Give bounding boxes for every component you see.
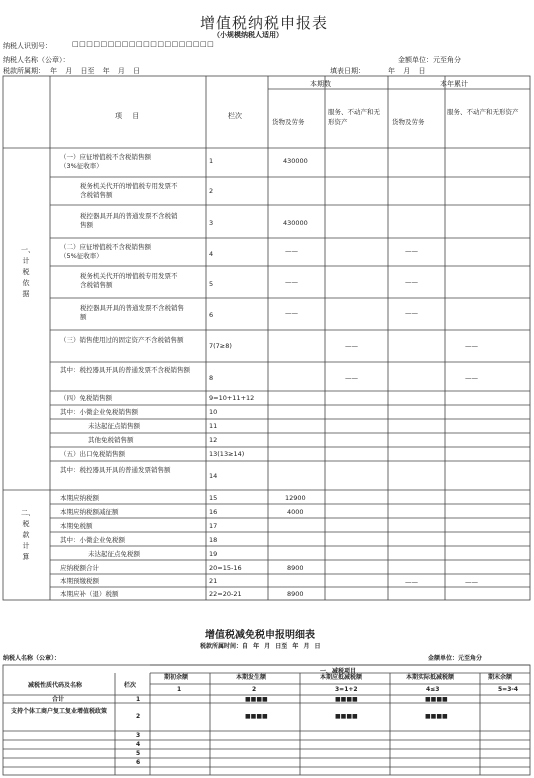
row-item: （一）应征增值税不含税销售额（3%征收率） bbox=[60, 153, 151, 170]
dash-mark: —— bbox=[405, 578, 418, 586]
dash-mark: —— bbox=[405, 278, 418, 286]
row-no: 3 bbox=[209, 219, 214, 227]
detail-col-head: 期初余额 bbox=[164, 674, 189, 681]
header-current: 本期数 bbox=[310, 80, 331, 88]
row-no: 17 bbox=[209, 522, 218, 530]
dash-mark: —— bbox=[465, 578, 478, 586]
detail-row-no: 2 bbox=[136, 713, 141, 720]
row-item: 税控器具开具的普通发票不含税销售额 bbox=[80, 304, 184, 321]
taxpayer-name-label: 纳税人名称（公章）： bbox=[3, 56, 70, 64]
row-no: 14 bbox=[209, 472, 218, 480]
dash-mark: —— bbox=[405, 309, 418, 317]
detail-title: 增值税减免税申报明细表 bbox=[205, 630, 315, 641]
dash-mark: —— bbox=[285, 247, 298, 255]
row-item: （二）应征增值税不含税销售额（5%征收率） bbox=[60, 243, 151, 260]
detail-row2-label: 支持个体工商户复工复业增值税政策 bbox=[10, 708, 107, 715]
masked-value: ■■■■ bbox=[425, 713, 448, 720]
row-item: 本期应补（退）税额 bbox=[60, 590, 119, 598]
dash-mark: —— bbox=[405, 247, 418, 255]
row-goods: 8900 bbox=[287, 564, 304, 572]
row-no: 19 bbox=[209, 550, 218, 558]
detail-row-no: 6 bbox=[136, 759, 141, 766]
section2-label: 二、税款计算 bbox=[21, 509, 35, 561]
row-no: 18 bbox=[209, 536, 218, 544]
row-no: 16 bbox=[209, 508, 218, 516]
row-item: 税务机关代开的增值税专用发票不含税销售额 bbox=[80, 182, 178, 199]
header-col-no: 栏次 bbox=[228, 112, 242, 120]
dash-mark: —— bbox=[465, 374, 478, 382]
row-item: 本期预缴税额 bbox=[60, 577, 99, 585]
row-goods: 430000 bbox=[283, 219, 308, 227]
row-goods: 4000 bbox=[287, 508, 304, 516]
dash-mark: —— bbox=[285, 309, 298, 317]
row-item: 其中：税控器具开具的普通发票销售额 bbox=[60, 466, 171, 474]
detail-col-head: 本期发生额 bbox=[236, 674, 267, 681]
detail-name-label: 纳税人名称（公章）： bbox=[3, 655, 61, 662]
detail-col-item: 减税性质代码及名称 bbox=[28, 682, 83, 689]
dash-mark: —— bbox=[465, 342, 478, 350]
detail-col-num: 4≤3 bbox=[426, 686, 440, 693]
row-item: 本期应纳税额减征额 bbox=[60, 508, 119, 516]
dash-mark: —— bbox=[285, 278, 298, 286]
header-services-2: 服务、不动产和无形资产 bbox=[447, 108, 519, 116]
fill-date-label: 填表日期： bbox=[330, 67, 365, 75]
row-goods: 12900 bbox=[285, 494, 306, 502]
detail-col-head: 本期实际抵减税额 bbox=[406, 674, 455, 681]
detail-col-head: 期末余额 bbox=[488, 674, 513, 681]
masked-value: ■■■■ bbox=[425, 696, 448, 703]
row-item: 应纳税额合计 bbox=[60, 564, 99, 572]
header-goods-2: 货物及劳务 bbox=[392, 118, 425, 126]
row-no: 12 bbox=[209, 436, 218, 444]
row-item: 税控器具开具的普通发票不含税销售额 bbox=[80, 212, 178, 229]
row-item: 本期应纳税额 bbox=[60, 494, 99, 502]
taxpayer-id-label: 纳税人识别号： bbox=[3, 42, 52, 50]
row-item: 其他免税销售额 bbox=[88, 436, 134, 444]
fill-date-value: 年 月 日 bbox=[388, 67, 426, 75]
row-item: （五）出口免税销售额 bbox=[60, 450, 125, 458]
detail-col-num: 5=3-4 bbox=[498, 686, 519, 693]
header-services-1: 服务、不动产和无形资产 bbox=[328, 108, 380, 126]
row-item: （三）销售使用过的固定资产不含税销售额 bbox=[60, 336, 184, 344]
section1-label: 一、计税依据 bbox=[21, 246, 35, 298]
detail-col-num: 1 bbox=[177, 686, 182, 693]
detail-row-no: 5 bbox=[136, 750, 141, 757]
row-no: 5 bbox=[209, 280, 214, 288]
row-no: 8 bbox=[209, 374, 214, 382]
row-no: 13(13≥14) bbox=[209, 450, 245, 458]
detail-row-no: 4 bbox=[136, 741, 141, 748]
row-no: 20=15-16 bbox=[209, 564, 242, 572]
header-ytd: 本年累计 bbox=[440, 80, 468, 88]
row-no: 9=10+11+12 bbox=[209, 394, 255, 402]
masked-value: ■■■■ bbox=[335, 713, 358, 720]
header-item: 项 目 bbox=[115, 112, 140, 120]
row-item: 其中：小微企业免税额 bbox=[60, 536, 125, 544]
dash-mark: —— bbox=[345, 342, 358, 350]
detail-section: 一、减税项目 bbox=[320, 668, 357, 675]
row-no: 21 bbox=[209, 577, 218, 585]
row-no: 10 bbox=[209, 408, 218, 416]
detail-col-num: 3=1+2 bbox=[335, 686, 358, 693]
row-no: 22=20-21 bbox=[209, 590, 242, 598]
row-no: 11 bbox=[209, 422, 218, 430]
period-label: 税款所属期： bbox=[3, 67, 45, 75]
taxpayer-id-boxes: □□□□□□□□□□□□□□□□□□□□ bbox=[72, 40, 215, 48]
row-item: 本期免税额 bbox=[60, 522, 93, 530]
detail-row-no: 3 bbox=[136, 732, 141, 739]
masked-value: ■■■■ bbox=[245, 713, 268, 720]
row-no: 7(7≥8) bbox=[209, 342, 232, 350]
detail-row-no: 1 bbox=[136, 696, 141, 703]
detail-period: 税款所属时间：自 年 月 日至 年 月 日 bbox=[200, 643, 321, 650]
form-title: 增值税纳税申报表 bbox=[200, 14, 329, 32]
detail-unit: 金额单位：元至角分 bbox=[428, 655, 483, 662]
detail-col-head: 本期应抵减税额 bbox=[320, 674, 363, 681]
detail-total-label: 合计 bbox=[52, 696, 65, 703]
row-goods: 8900 bbox=[287, 590, 304, 598]
row-no: 1 bbox=[209, 157, 214, 165]
period-value: 年 月 日至 年 月 日 bbox=[50, 67, 141, 75]
dash-mark: —— bbox=[345, 374, 358, 382]
detail-col-no: 栏次 bbox=[124, 682, 137, 689]
row-goods: 430000 bbox=[283, 157, 308, 165]
masked-value: ■■■■ bbox=[245, 696, 268, 703]
header-goods-1: 货物及劳务 bbox=[272, 118, 305, 126]
detail-col-num: 2 bbox=[252, 686, 257, 693]
row-item: 税务机关代开的增值税专用发票不含税销售额 bbox=[80, 272, 178, 289]
row-no: 4 bbox=[209, 250, 214, 258]
row-item: 未达起征点免税额 bbox=[88, 550, 140, 558]
form-subtitle: （小规模纳税人适用） bbox=[213, 31, 283, 39]
row-no: 6 bbox=[209, 311, 214, 319]
row-no: 2 bbox=[209, 187, 214, 195]
masked-value: ■■■■ bbox=[335, 696, 358, 703]
row-item: 未达起征点销售额 bbox=[88, 422, 140, 430]
row-item: 其中：税控器具开具的普通发票不含税销售额 bbox=[60, 366, 190, 374]
amount-unit: 金额单位：元至角分 bbox=[398, 56, 461, 64]
row-item: 其中：小微企业免税销售额 bbox=[60, 408, 138, 416]
row-no: 15 bbox=[209, 494, 218, 502]
row-item: （四）免税销售额 bbox=[60, 394, 112, 402]
